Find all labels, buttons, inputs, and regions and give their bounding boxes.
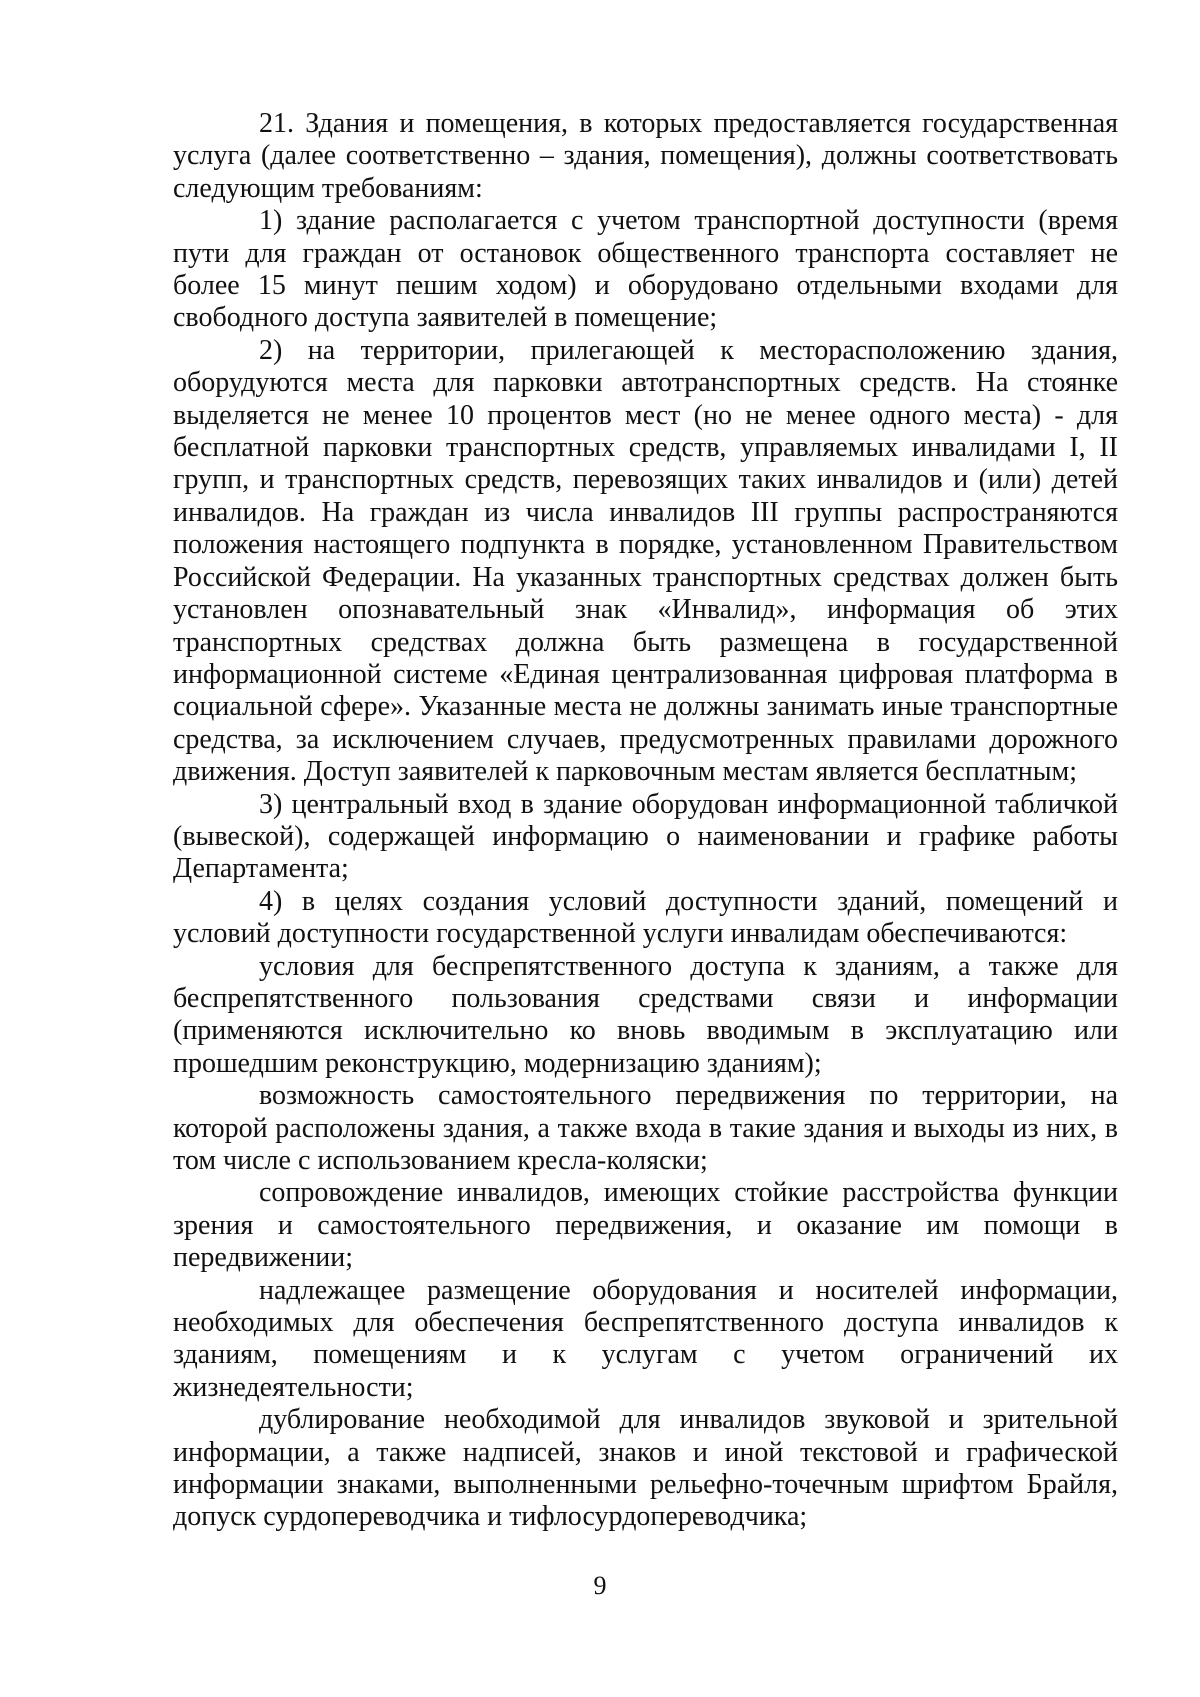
paragraph-access-conditions: условия для беспрепятственного доступа к зданиям, а также для беспрепятственного пользования средствами связи и информации (применяются исключительно ко вновь вводимым в эксплуатацию или прошедшим реконструкцию, модернизацию зданиям); bbox=[173, 950, 1118, 1079]
paragraph-21-intro: 21. Здания и помещения, в которых предоставляется государственная услуга (далее соответственно – здания, помещения), должны соответствовать следующим требованиям: bbox=[173, 108, 1118, 204]
paragraph-equipment-placement: надлежащее размещение оборудования и носителей информации, необходимых для обеспечения беспрепятственного доступа инвалидов к зданиям, помещениям и к услугам с учетом ограничений их жизнедеятельности; bbox=[173, 1274, 1118, 1403]
paragraph-item-3: 3) центральный вход в здание оборудован информационной табличкой (вывеской), содержащей информацию о наименовании и графике работы Департамента; bbox=[173, 788, 1118, 885]
page-number: 9 bbox=[593, 1571, 607, 1600]
paragraph-item-2: 2) на территории, прилегающей к месторасположению здания, оборудуются места для парковки автотранспортных средств. На стоянке выделяется не менее 10 процентов мест (но не менее одного места) - для бесплатной парковки транспортных средств, управляемых инвалидами I, II групп, и транспортных средств, перевозящих таких инвалидов и (или) детей инвалидов. На граждан из числа инвалидов III группы распространяются положения настоящего подпункта в порядке, установленном Правительством Российской Федерации. На указанных транспортных средствах должен быть установлен опознавательный знак «Инвалид», информация об этих транспортных средствах должна быть размещена в государственной информационной системе «Единая централизованная цифровая платформа в социальной сфере». Указанные места не должны занимать иные транспортные средства, за исключением случаев, предусмотренных правилами дорожного движения. Доступ заявителей к парковочным местам является бесплатным; bbox=[173, 334, 1118, 788]
paragraph-item-4: 4) в целях создания условий доступности зданий, помещений и условий доступности государственной услуги инвалидам обеспечиваются: bbox=[173, 885, 1118, 950]
document-body bbox=[173, 108, 1118, 1534]
paragraph-movement: возможность самостоятельного передвижения по территории, на которой расположены здания, а также входа в такие здания и выходы из них, в том числе с использованием кресла-коляски; bbox=[173, 1080, 1118, 1176]
paragraph-escort: сопровождение инвалидов, имеющих стойкие расстройства функции зрения и самостоятельного передвижения, и оказание им помощи в передвижении; bbox=[173, 1177, 1118, 1274]
paragraph-duplication: дублирование необходимой для инвалидов звуковой и зрительной информации, а также надписей, знаков и иной текстовой и графической информации знаками, выполненными рельефно-точечным шрифтом Брайля, допуск сурдопереводчика и тифлосурдопереводчика; bbox=[173, 1404, 1118, 1533]
paragraph-item-1: 1) здание располагается с учетом транспортной доступности (время пути для граждан от остановок общественного транспорта составляет не более 15 минут пешим ходом) и оборудовано отдельными входами для свободного доступа заявителей в помещение; bbox=[173, 205, 1118, 334]
